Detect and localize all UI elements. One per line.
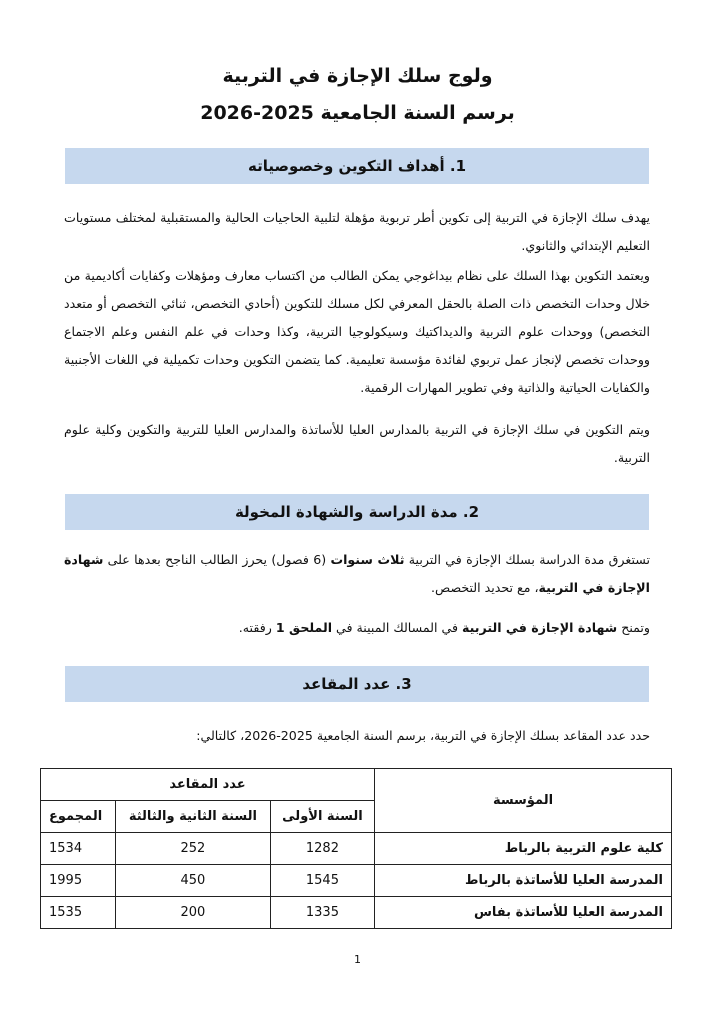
bold-text: ثلاث سنوات [330, 552, 405, 567]
second-third-year-header: السنة الثانية والثالثة [115, 801, 270, 833]
first-year-cell: 1335 [270, 897, 374, 929]
total-cell: 1534 [41, 833, 116, 865]
text-run: وتمنح [617, 620, 650, 635]
second-third-year-cell: 252 [115, 833, 270, 865]
institution-cell: المدرسة العليا للأساتذة بفاس [375, 897, 672, 929]
first-year-cell: 1282 [270, 833, 374, 865]
second-third-year-cell: 450 [115, 865, 270, 897]
section-1-paragraph-1: يهدف سلك الإجازة في التربية إلى تكوين أطر تربوية مؤهلة لتلبية الحاجيات الحالية والمستقبلية لمختلف مستويات التعليم الإبتدائي والثانوي. [64, 210, 650, 253]
table-row [41, 833, 672, 865]
section-2-paragraph-1 [64, 546, 650, 602]
section-2-paragraph-2 [64, 614, 650, 642]
text-run: (6 فصول) يحرز الطالب الناجح بعدها على [103, 552, 331, 567]
seats-table [40, 768, 672, 929]
document-title: ولوج سلك الإجازة في التربية [222, 65, 493, 87]
bold-text: الملحق 1 [275, 620, 333, 635]
bold-text: شهادة الإجازة في التربية [64, 552, 650, 595]
section-3-intro: حدد عدد المقاعد بسلك الإجازة في التربية، برسم السنة الجامعية 2025-2026، كالتالي: [196, 728, 650, 743]
page-number: 1 [354, 953, 361, 966]
table-row [41, 865, 672, 897]
first-year-header: السنة الأولى [270, 801, 374, 833]
second-third-year-cell: 200 [115, 897, 270, 929]
text-run: ، مع تحديد التخصص. [431, 580, 539, 595]
section-1-paragraph-3: ويتم التكوين في سلك الإجازة في التربية بالمدارس العليا للأساتذة والمدارس العليا للتربية والتكوين وكلية علوم التربية. [64, 422, 650, 465]
section-2-heading: 2. مدة الدراسة والشهادة المخولة [65, 494, 649, 530]
bold-text: شهادة الإجازة في التربية [462, 620, 618, 635]
section-1-heading: 1. أهداف التكوين وخصوصياته [65, 148, 649, 184]
institution-cell: المدرسة العليا للأساتذة بالرباط [375, 865, 672, 897]
text-run: في المسالك المبينة في [332, 620, 462, 635]
institution-header: المؤسسة [375, 769, 672, 833]
total-header: المجموع [41, 801, 116, 833]
section-3-heading: 3. عدد المقاعد [65, 666, 649, 702]
text-run: تستغرق مدة الدراسة بسلك الإجازة في التربية [404, 552, 650, 567]
first-year-cell: 1545 [270, 865, 374, 897]
table-row [41, 897, 672, 929]
document-subtitle: برسم السنة الجامعية 2025-2026 [200, 102, 515, 124]
section-1-paragraph-2: ويعتمد التكوين بهذا السلك على نظام بيداغوجي يمكن الطالب من اكتساب معارف ومؤهلات وكفايات أكاديمية من خلال وحدات التخصص ذات الصلة بالحقل المعرفي لكل مسلك للتكوين (أحادي التخصص، ثنائي التخصص أو متعدد التخصص) ووحدات علوم التربية والديداكتيك وسيكولوجيا التربية، وكذا وحدات في علم النفس وعلم الاجتماع ووحدات تخصص لإنجاز عمل تربوي لفائدة مؤسسة تعليمية. كما يتضمن التكوين وحدات تكميلية في اللغات الأجنبية والكفايات الحياتية والذاتية وفي تطوير المهارات الرقمية. [64, 268, 650, 395]
seats-header: عدد المقاعد [41, 769, 375, 801]
table-header-row [41, 769, 672, 801]
institution-cell: كلية علوم التربية بالرباط [375, 833, 672, 865]
total-cell: 1535 [41, 897, 116, 929]
total-cell: 1995 [41, 865, 116, 897]
text-run: رفقته. [238, 620, 276, 635]
